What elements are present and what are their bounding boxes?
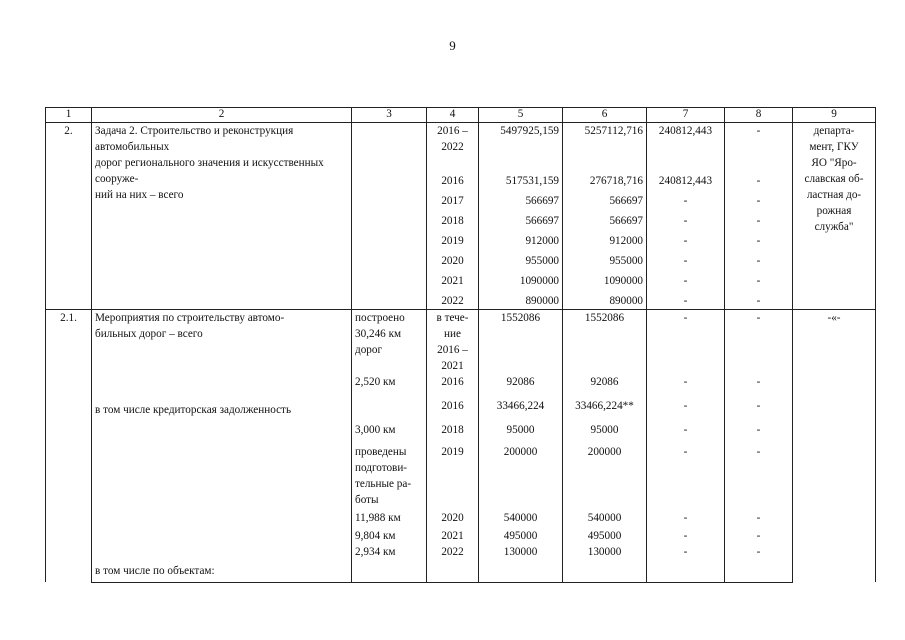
value-total: 1552086 — [479, 310, 563, 375]
period-cell-line: 2018 — [441, 424, 464, 436]
value-other: - — [725, 273, 793, 293]
value-federal: - — [647, 273, 725, 293]
result-cell — [352, 528, 427, 544]
responsible-cell-line: департа- — [813, 125, 855, 137]
period-cell — [427, 510, 479, 528]
result-cell-line: 9,804 км — [355, 530, 396, 542]
item21-row — [46, 422, 876, 444]
value-regional: 540000 — [563, 510, 647, 528]
value-total: 1090000 — [479, 273, 563, 293]
period-cell-line: 2016 — [441, 174, 464, 187]
item21-row — [46, 374, 876, 398]
value-federal: 240812,443 — [647, 173, 725, 193]
value-total: 890000 — [479, 293, 563, 310]
item-subtitle — [92, 544, 352, 560]
value-other: - — [725, 193, 793, 213]
header-cell: 7 — [647, 108, 725, 123]
value-federal: - — [647, 253, 725, 273]
value-other: - — [725, 544, 793, 560]
item-subtitle — [92, 528, 352, 544]
value-other: - — [725, 422, 793, 444]
value-regional: 200000 — [563, 444, 647, 510]
responsible-cell-line: ластная до- — [806, 189, 862, 201]
value-federal: 240812,443 — [647, 123, 725, 173]
period-cell-line: 2022 — [441, 294, 464, 307]
value-federal: - — [647, 293, 725, 310]
period-cell-line: 2022 — [441, 546, 464, 558]
item-title — [92, 310, 352, 375]
value-federal: - — [647, 544, 725, 560]
result-cell — [352, 544, 427, 560]
result-cell-line: проведены — [355, 446, 407, 458]
value-regional: 955000 — [563, 253, 647, 273]
value-federal: - — [647, 528, 725, 544]
row-number: 2.1. — [46, 310, 92, 583]
item21-row — [46, 310, 876, 375]
value-regional: 890000 — [563, 293, 647, 310]
table-body — [46, 108, 876, 583]
period-cell — [427, 444, 479, 510]
value-other — [725, 560, 793, 582]
value-total: 912000 — [479, 233, 563, 253]
value-other: - — [725, 233, 793, 253]
responsible-cell — [793, 123, 876, 310]
period-cell — [427, 528, 479, 544]
period-cell — [427, 233, 479, 253]
value-total: 33466,224 — [479, 398, 563, 422]
period-cell — [427, 422, 479, 444]
result-cell-line: 3,000 км — [355, 424, 396, 436]
period-cell-line: 2016 – — [437, 125, 468, 137]
item-title-line: бильных дорог – всего — [95, 328, 203, 340]
value-regional: 95000 — [563, 422, 647, 444]
period-cell-line: 2016 – — [437, 344, 468, 356]
result-cell-line: тельные ра- — [355, 478, 412, 490]
value-regional: 912000 — [563, 233, 647, 253]
result-cell — [352, 123, 427, 310]
value-other: - — [725, 253, 793, 273]
period-cell-line: ние — [444, 328, 461, 340]
header-cell: 5 — [479, 108, 563, 123]
value-total: 566697 — [479, 213, 563, 233]
value-total: 92086 — [479, 374, 563, 398]
responsible-cell-line: славская об- — [804, 173, 864, 185]
result-cell — [352, 510, 427, 528]
result-cell — [352, 398, 427, 422]
value-other: - — [725, 398, 793, 422]
value-federal: - — [647, 444, 725, 510]
program-table — [45, 107, 876, 583]
row-number: 2. — [46, 123, 92, 310]
task-title-line: Задача 2. Строительство и реконструкция автомобильных — [95, 125, 294, 153]
value-total: 955000 — [479, 253, 563, 273]
value-total: 495000 — [479, 528, 563, 544]
value-other: - — [725, 374, 793, 398]
value-total: 200000 — [479, 444, 563, 510]
period-cell-line: 2017 — [441, 194, 464, 207]
value-federal: - — [647, 398, 725, 422]
value-other: - — [725, 173, 793, 193]
result-cell — [352, 422, 427, 444]
value-total: 566697 — [479, 193, 563, 213]
period-cell-line: 2019 — [441, 234, 464, 247]
period-cell — [427, 273, 479, 293]
result-cell — [352, 560, 427, 582]
period-cell-line: в тече- — [436, 312, 469, 324]
period-cell — [427, 173, 479, 193]
period-cell-line: 2020 — [441, 512, 464, 524]
item21-row — [46, 510, 876, 528]
task-title-line: дорог регионального значения и искусственных сооруже- — [95, 157, 324, 185]
item-subtitle — [92, 444, 352, 510]
value-federal — [647, 560, 725, 582]
item21-row — [46, 444, 876, 510]
result-cell-line: 2,520 км — [355, 376, 396, 388]
period-cell-line: 2020 — [441, 254, 464, 267]
period-cell — [427, 253, 479, 273]
item21-row — [46, 528, 876, 544]
period-cell — [427, 374, 479, 398]
period-cell-line: 2016 — [441, 376, 464, 388]
responsible-cell-line: служба" — [814, 221, 854, 233]
value-other: - — [725, 123, 793, 173]
result-cell-line: 30,246 км — [355, 328, 402, 340]
value-total: 95000 — [479, 422, 563, 444]
value-federal: - — [647, 213, 725, 233]
value-other: - — [725, 528, 793, 544]
period-cell — [427, 398, 479, 422]
result-cell — [352, 310, 427, 375]
value-other: - — [725, 310, 793, 375]
value-federal: - — [647, 310, 725, 375]
value-regional: 1090000 — [563, 273, 647, 293]
item-title-line: Мероприятия по строительству автомо- — [95, 312, 285, 324]
item-subtitle — [92, 510, 352, 528]
item-subtitle: в том числе по объектам: — [92, 560, 352, 582]
header-cell: 8 — [725, 108, 793, 123]
value-total — [479, 560, 563, 582]
header-cell: 9 — [793, 108, 876, 123]
value-regional: 276718,716 — [563, 173, 647, 193]
responsible-cell-line: ЯО "Яро- — [811, 157, 857, 169]
value-other: - — [725, 444, 793, 510]
header-row — [46, 108, 876, 123]
period-cell-line: 2021 — [441, 530, 464, 542]
value-federal: - — [647, 510, 725, 528]
value-regional: 566697 — [563, 193, 647, 213]
value-federal: - — [647, 422, 725, 444]
responsible-cell: -«- — [793, 310, 876, 583]
result-cell-line: 11,988 км — [355, 512, 401, 524]
value-regional: 566697 — [563, 213, 647, 233]
period-cell-line: 2022 — [441, 141, 464, 153]
result-cell-line: 2,934 км — [355, 546, 396, 558]
value-other: - — [725, 510, 793, 528]
period-cell — [427, 123, 479, 173]
result-cell-line: построено — [355, 312, 405, 324]
value-regional: 1552086 — [563, 310, 647, 375]
item-subtitle — [92, 422, 352, 444]
header-cell: 6 — [563, 108, 647, 123]
header-cell: 1 — [46, 108, 92, 123]
period-cell — [427, 310, 479, 375]
result-cell — [352, 444, 427, 510]
value-total: 540000 — [479, 510, 563, 528]
item-subtitle — [92, 374, 352, 398]
item21-row — [46, 544, 876, 560]
item21-row — [46, 398, 876, 422]
result-cell — [352, 374, 427, 398]
header-cell: 2 — [92, 108, 352, 123]
period-cell — [427, 560, 479, 582]
item-subtitle: в том числе кредиторская задолженность — [92, 398, 352, 422]
period-cell-line: 2018 — [441, 214, 464, 227]
period-cell-line: 2016 — [441, 400, 464, 412]
value-federal: - — [647, 374, 725, 398]
value-regional: 33466,224** — [563, 398, 647, 422]
task-title-line: ний на них – всего — [95, 189, 184, 201]
result-cell-line: боты — [355, 494, 379, 506]
value-regional: 5257112,716 — [563, 123, 647, 173]
value-total: 517531,159 — [479, 173, 563, 193]
period-cell-line: 2021 — [441, 360, 464, 372]
value-federal: - — [647, 193, 725, 213]
value-other: - — [725, 213, 793, 233]
value-regional: 130000 — [563, 544, 647, 560]
period-cell — [427, 293, 479, 310]
value-regional: 495000 — [563, 528, 647, 544]
value-total: 5497925,159 — [479, 123, 563, 173]
period-cell — [427, 213, 479, 233]
period-cell — [427, 193, 479, 213]
responsible-cell-line: рожная — [816, 205, 852, 217]
period-cell-line: 2021 — [441, 274, 464, 287]
period-cell — [427, 544, 479, 560]
value-total: 130000 — [479, 544, 563, 560]
value-federal: - — [647, 233, 725, 253]
responsible-cell-line: мент, ГКУ — [809, 141, 859, 153]
period-cell-line: 2019 — [441, 446, 464, 458]
header-cell: 4 — [427, 108, 479, 123]
result-cell-line: подготови- — [355, 462, 408, 474]
value-other: - — [725, 293, 793, 310]
task-title — [92, 123, 352, 310]
value-regional: 92086 — [563, 374, 647, 398]
header-cell: 3 — [352, 108, 427, 123]
item21-row — [46, 560, 876, 582]
result-cell-line: дорог — [355, 344, 383, 356]
page-number: 9 — [449, 38, 456, 53]
task2-row — [46, 123, 876, 173]
value-regional — [563, 560, 647, 582]
